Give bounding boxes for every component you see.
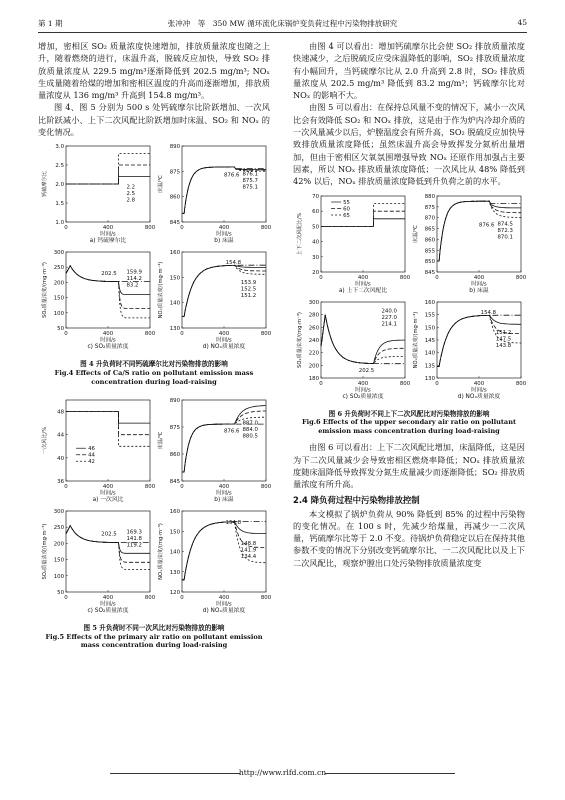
x-axis-label: 时间/s xyxy=(216,337,232,344)
y-tick-label: 200 xyxy=(308,362,319,369)
subplot-caption: b) 床温 xyxy=(469,287,489,294)
y-tick-label: 50 xyxy=(57,326,64,333)
subplot-caption: d) NOₓ质量浓度 xyxy=(457,393,501,400)
x-tick-label: 800 xyxy=(515,274,527,281)
data-label: 202.5 xyxy=(101,271,117,278)
paragraph: 增加，密相区 SO₂ 质量浓度快速增加，排放质量浓度也随之上升，随着燃烧的进行，床温升高，脱硫反应加快，导致 SO₂ 排放质量浓度从 229.5 mg/m³逐渐降低到 202.5 mg/m³; NOₓ 生成量随着给煤的增加和密相区温度的升高而逐渐增加，排放质量浓度从 136 mg/m³ 升高到 154.8 mg/m³。 xyxy=(38,41,270,101)
y-tick-label: 150 xyxy=(53,557,64,564)
y-tick-label: 130 xyxy=(169,326,180,333)
x-tick-label: 0 xyxy=(319,274,323,281)
series-line xyxy=(66,165,150,184)
data-label: 152.5 xyxy=(240,286,257,293)
y-tick-label: 2.0 xyxy=(55,182,64,189)
figure-6-caption xyxy=(293,410,525,436)
data-label: 887.0 xyxy=(242,420,258,427)
x-tick-label: 800 xyxy=(260,595,272,602)
y-tick-label: 1.5 xyxy=(55,201,64,208)
y-tick-label: 875 xyxy=(169,425,180,432)
legend-label: 44 xyxy=(88,452,95,459)
data-label: 876.6 xyxy=(224,428,240,435)
data-label: 154.8 xyxy=(480,309,497,316)
y-tick-label: 845 xyxy=(169,479,180,486)
y-tick-label: 140 xyxy=(169,549,180,556)
y-tick-label: 3.0 xyxy=(55,144,64,151)
plot-frame xyxy=(66,252,150,328)
chart-5b xyxy=(156,398,272,503)
y-tick-label: 150 xyxy=(424,324,435,331)
data-label: 875.1 xyxy=(242,184,258,191)
y-tick-label: 880 xyxy=(424,193,435,200)
x-tick-label: 400 xyxy=(218,484,230,491)
figure-4 xyxy=(38,142,270,386)
y-tick-label: 36 xyxy=(57,479,64,486)
plot-frame xyxy=(321,196,405,272)
y-tick-label: 850 xyxy=(424,258,435,265)
y-tick-label: 220 xyxy=(308,350,319,357)
legend-label: 55 xyxy=(343,199,350,206)
data-label: 240.0 xyxy=(381,308,397,315)
x-axis-label: 时间/s xyxy=(216,231,232,238)
x-tick-label: 0 xyxy=(64,595,68,602)
y-tick-label: 70 xyxy=(312,193,319,200)
y-tick-label: 48 xyxy=(57,409,64,416)
right-column xyxy=(293,40,525,569)
data-label: 875.7 xyxy=(242,178,258,185)
x-tick-label: 0 xyxy=(64,225,68,232)
figure-4-caption xyxy=(38,360,270,386)
paragraph: 由图 5 可以看出：在保持总风量不变的情况下，减小一次风比会有效降低 SO₂ 和 NOₓ 排放，这是由于作为炉内冷却介质的一次风量减少以后，炉膛温度会有所升高，SO₂ 脱硫反应加快导致排放质量浓度降低；虽然床温升高会导致挥发分氮析出量增加，但由于密相区欠氧氛围增强导致 NOₓ 还原作用加强占主要因素，所以 NOₓ 排放质量浓度降低；一次风比从 48% 降低到 42% 以后，NOₓ 排放质量浓度降低到升负荷之前的水平。 xyxy=(293,102,525,187)
x-tick-label: 0 xyxy=(180,225,184,232)
y-tick-label: 30 xyxy=(312,254,319,261)
y-tick-label: 120 xyxy=(169,590,180,597)
y-tick-label: 155 xyxy=(424,312,435,319)
x-tick-label: 800 xyxy=(260,225,272,232)
left-column xyxy=(38,40,270,650)
paragraph: 图 4、图 5 分别为 500 s 处钙硫摩尔比阶跃增加、一次风比阶跃减小、上下二次风配比阶跃增加时床温、SO₂ 和 NOₓ 的变化情况。 xyxy=(38,102,270,138)
data-label: 151.2 xyxy=(495,329,512,336)
paragraph: 由图 6 可以看出：上下二次风配比增加，床温降低，这是因为下二次风量减少会导致密相区燃烧率降低；NOₓ 排放质量浓度随床温降低导致挥发分氮生成量减少而逐渐降低；SO₂ 排放质量浓度有所升高。 xyxy=(293,442,525,490)
y-axis-label: 床温/℃ xyxy=(158,175,164,194)
y-axis-label: SO₂质量浓度/(mg·m⁻³) xyxy=(42,523,48,580)
caption-cn: 图 4 升负荷时不同钙硫摩尔比对污染物排放的影响 xyxy=(80,360,228,369)
y-tick-label: 1.0 xyxy=(55,220,64,227)
y-tick-label: 890 xyxy=(169,398,180,405)
x-tick-label: 0 xyxy=(64,484,68,491)
data-label: 134.4 xyxy=(240,554,257,561)
page-footer xyxy=(0,768,565,777)
x-tick-label: 400 xyxy=(102,331,114,338)
chart-5d xyxy=(156,509,272,614)
data-label: 884.0 xyxy=(242,426,258,433)
y-axis-label: 钙硫摩尔比 xyxy=(42,171,48,198)
plot-frame xyxy=(182,400,266,481)
x-axis-label: 时间/s xyxy=(355,387,371,394)
data-label: 169.3 xyxy=(126,529,142,536)
figure-6 xyxy=(293,192,525,436)
x-axis-label: 时间/s xyxy=(100,337,116,344)
x-tick-label: 400 xyxy=(473,274,485,281)
data-label: 202.5 xyxy=(101,531,117,538)
data-label: 143.8 xyxy=(495,342,512,349)
data-label: 154.8 xyxy=(225,520,242,527)
y-tick-label: 160 xyxy=(169,509,180,516)
subplot-caption: b) 床温 xyxy=(214,497,234,504)
y-axis-label: 一次风比/% xyxy=(42,426,48,455)
paragraph: 由图 4 可以看出：增加钙硫摩尔比会使 SO₂ 排放质量浓度快速减少，之后脱硫反应受床温降低的影响，SO₂ 排放质量浓度有小幅回升，当钙硫摩尔比从 2.0 升高到 2.8 时，SO₂ 排放质量浓度从 202.5 mg/m³ 降低到 83.2 mg/m³；钙硫摩尔比对 NOₓ 的影响不大。 xyxy=(293,41,525,101)
data-label: 880.5 xyxy=(242,433,258,440)
data-label: 151.2 xyxy=(240,293,257,300)
x-tick-label: 800 xyxy=(144,484,156,491)
y-tick-label: 240 xyxy=(308,337,319,344)
y-tick-label: 875 xyxy=(424,204,435,211)
series-line xyxy=(66,154,150,184)
x-tick-label: 0 xyxy=(435,274,439,281)
y-tick-label: 40 xyxy=(57,456,64,463)
data-label: 202.5 xyxy=(358,367,375,374)
y-tick-label: 250 xyxy=(53,525,64,532)
data-label: 141.9 xyxy=(240,547,257,554)
page-header xyxy=(38,18,527,33)
legend-label: 60 xyxy=(343,206,350,213)
plot-frame xyxy=(66,400,150,481)
figure-5-charts xyxy=(38,396,270,618)
x-tick-label: 400 xyxy=(357,380,369,387)
y-tick-label: 140 xyxy=(169,301,180,308)
x-axis-label: 时间/s xyxy=(100,231,116,238)
y-tick-label: 50 xyxy=(57,590,64,597)
y-tick-label: 855 xyxy=(424,247,435,254)
data-label: 154.8 xyxy=(225,260,242,267)
data-label: 876.6 xyxy=(224,172,240,179)
figure-6-charts xyxy=(293,192,525,404)
chart-5a xyxy=(40,400,156,503)
y-tick-label: 20 xyxy=(312,269,319,276)
y-tick-label: 160 xyxy=(169,250,180,257)
y-tick-label: 200 xyxy=(53,280,64,287)
legend-label: 65 xyxy=(343,212,350,219)
subplot-caption: a) 上下二次风配比 xyxy=(338,287,388,294)
data-label: 147.5 xyxy=(495,335,512,342)
y-tick-label: 180 xyxy=(308,375,319,382)
y-tick-label: 300 xyxy=(53,250,64,257)
chart-6c xyxy=(295,300,411,400)
x-axis-label: 时间/s xyxy=(216,490,232,497)
data-label: 214.1 xyxy=(381,321,397,328)
x-axis-label: 时间/s xyxy=(471,281,487,288)
paragraph: 本文模拟了锅炉负荷从 90% 降低到 85% 的过程中污染物的变化情况。在 100 s 时，先减少给煤量，再减少一二次风量，钙硫摩尔比等于 2.0 不变。待锅炉负荷稳定以后在保持其他参数不变的情况下分别改变钙硫摩尔比、一二次风配比以及上下二次风配比，观察炉膛出口处污染物排放质量浓度变 xyxy=(293,508,525,568)
subplot-caption: c) SO₂质量浓度 xyxy=(342,393,384,400)
x-tick-label: 0 xyxy=(435,380,439,387)
chart-6a xyxy=(295,194,411,294)
x-tick-label: 400 xyxy=(218,225,230,232)
chart-4c xyxy=(40,250,156,350)
x-tick-label: 800 xyxy=(260,484,272,491)
y-tick-label: 145 xyxy=(424,337,435,344)
x-tick-label: 800 xyxy=(144,331,156,338)
y-tick-label: 135 xyxy=(424,362,435,369)
x-tick-label: 400 xyxy=(102,595,114,602)
data-label: 148.8 xyxy=(240,541,257,548)
chart-5c xyxy=(40,509,156,614)
y-tick-label: 100 xyxy=(53,311,64,318)
y-axis-label: 床温/℃ xyxy=(158,431,164,450)
x-tick-label: 800 xyxy=(515,380,527,387)
x-axis-label: 时间/s xyxy=(216,601,232,608)
subplot-caption: d) NOₓ质量浓度 xyxy=(202,344,246,351)
data-label: 119.2 xyxy=(126,542,142,549)
data-label: 876.1 xyxy=(242,171,258,178)
y-tick-label: 130 xyxy=(424,375,435,382)
footer-rule xyxy=(110,773,240,774)
chart-6d xyxy=(411,300,527,400)
data-label: 874.5 xyxy=(497,220,513,227)
series-line xyxy=(66,177,150,185)
x-axis-label: 时间/s xyxy=(471,387,487,394)
x-tick-label: 400 xyxy=(218,595,230,602)
x-axis-label: 时间/s xyxy=(100,601,116,608)
page-number: 45 xyxy=(517,18,527,27)
y-tick-label: 260 xyxy=(308,324,319,331)
y-tick-label: 44 xyxy=(57,432,64,439)
x-tick-label: 800 xyxy=(399,274,411,281)
x-tick-label: 400 xyxy=(357,274,369,281)
data-label: 153.9 xyxy=(240,280,257,287)
x-axis-label: 时间/s xyxy=(355,281,371,288)
series-line xyxy=(321,203,405,226)
chart-4a xyxy=(40,144,156,244)
figure-5 xyxy=(38,396,270,650)
x-tick-label: 400 xyxy=(473,380,485,387)
x-tick-label: 0 xyxy=(180,484,184,491)
y-tick-label: 130 xyxy=(169,569,180,576)
y-tick-label: 150 xyxy=(169,529,180,536)
y-axis-label: NOₓ质量浓度/(mg·m⁻³) xyxy=(158,262,164,319)
y-tick-label: 60 xyxy=(312,208,319,215)
y-axis-label: NOₓ质量浓度/(mg·m⁻³) xyxy=(413,311,419,368)
y-tick-label: 865 xyxy=(424,226,435,233)
caption-en: Fig.6 Effects of the upper secondary air ratio on pollutant emission mass concentration during load-raising xyxy=(301,418,517,435)
y-tick-label: 875 xyxy=(169,169,180,176)
y-axis-label: SO₂质量浓度/(mg·m⁻³) xyxy=(297,311,303,368)
data-label: 83.2 xyxy=(126,282,139,289)
subplot-caption: a) 一次风比 xyxy=(92,497,124,504)
caption-en: Fig.5 Effects of the primary air ratio on pollutant emission mass concentration during load-raising xyxy=(45,632,263,650)
y-axis-label: 床温/℃ xyxy=(413,224,419,243)
y-tick-label: 200 xyxy=(53,541,64,548)
chart-4d xyxy=(156,250,272,350)
y-tick-label: 100 xyxy=(53,573,64,580)
chart-4b xyxy=(156,144,272,244)
y-tick-label: 140 xyxy=(424,350,435,357)
y-axis-label: SO₂质量浓度/(mg·m⁻³) xyxy=(42,262,48,319)
y-tick-label: 40 xyxy=(312,239,319,246)
x-tick-label: 800 xyxy=(399,380,411,387)
y-tick-label: 300 xyxy=(53,509,64,516)
caption-cn: 图 6 升负荷时不同上下二次风配比对污染物排放的影响 xyxy=(328,409,490,418)
y-tick-label: 860 xyxy=(169,452,180,459)
data-label: 2.5 xyxy=(126,191,136,198)
y-tick-label: 160 xyxy=(424,299,435,306)
y-tick-label: 50 xyxy=(312,223,319,230)
y-tick-label: 860 xyxy=(169,195,180,202)
y-tick-label: 845 xyxy=(169,220,180,227)
subplot-caption: c) SO₂质量浓度 xyxy=(87,344,129,351)
section-heading: 2.4 降负荷过程中污染物排放控制 xyxy=(293,494,420,505)
subplot-caption: c) SO₂质量浓度 xyxy=(87,608,129,615)
issue-label: 第 1 期 xyxy=(38,19,63,28)
y-tick-label: 890 xyxy=(169,144,180,151)
series-line xyxy=(66,412,150,447)
x-tick-label: 0 xyxy=(64,331,68,338)
data-label: 876.6 xyxy=(479,221,495,228)
data-label: 141.8 xyxy=(126,536,142,543)
x-tick-label: 400 xyxy=(102,225,114,232)
subplot-caption: b) 床温 xyxy=(214,238,234,245)
x-tick-label: 400 xyxy=(102,484,114,491)
x-axis-label: 时间/s xyxy=(100,490,116,497)
running-title: 张冲冲 等 350 MW 循环流化床锅炉变负荷过程中污染物排放研究 xyxy=(167,19,398,28)
data-label: 872.3 xyxy=(497,227,513,234)
legend-label: 42 xyxy=(88,459,95,466)
y-tick-label: 250 xyxy=(53,265,64,272)
footer-rule xyxy=(325,773,455,774)
y-tick-label: 150 xyxy=(53,295,64,302)
chart-6b xyxy=(411,194,527,294)
y-axis-label: NOₓ质量浓度/(mg·m⁻³) xyxy=(158,523,164,580)
y-tick-label: 860 xyxy=(424,236,435,243)
subplot-caption: d) NOₓ质量浓度 xyxy=(202,608,246,615)
x-tick-label: 0 xyxy=(180,331,184,338)
x-tick-label: 400 xyxy=(218,331,230,338)
series-line xyxy=(66,412,150,424)
caption-cn: 图 5 升负荷时不同一次风比对污染物排放的影响 xyxy=(83,624,225,633)
figure-5-caption xyxy=(38,624,270,650)
x-tick-label: 800 xyxy=(144,595,156,602)
data-label: 227.0 xyxy=(381,314,397,321)
x-tick-label: 0 xyxy=(319,380,323,387)
y-tick-label: 150 xyxy=(169,275,180,282)
x-tick-label: 800 xyxy=(144,225,156,232)
plot-frame xyxy=(66,511,150,592)
y-axis-label: 上下二次风配比/% xyxy=(297,212,303,256)
x-tick-label: 800 xyxy=(260,331,272,338)
y-tick-label: 300 xyxy=(308,299,319,306)
data-label: 2.8 xyxy=(126,197,136,204)
y-tick-label: 870 xyxy=(424,215,435,222)
y-tick-label: 845 xyxy=(424,269,435,276)
legend-label: 46 xyxy=(88,446,95,453)
data-label: 159.9 xyxy=(126,269,142,276)
x-tick-label: 0 xyxy=(180,595,184,602)
y-tick-label: 2.5 xyxy=(55,163,64,170)
figure-4-charts xyxy=(38,142,270,354)
data-label: 114.2 xyxy=(126,276,142,283)
subplot-caption: a) 钙硫摩尔比 xyxy=(89,238,127,245)
data-label: 2.2 xyxy=(126,184,136,191)
footer-url: http://www.rlfd.com.cn xyxy=(238,768,327,777)
data-label: 870.1 xyxy=(497,233,513,240)
y-tick-label: 280 xyxy=(308,312,319,319)
series-line xyxy=(321,218,405,226)
caption-en: Fig.4 Effects of Ca/S ratio on pollutant emission mass concentration during load-raising xyxy=(54,368,254,386)
